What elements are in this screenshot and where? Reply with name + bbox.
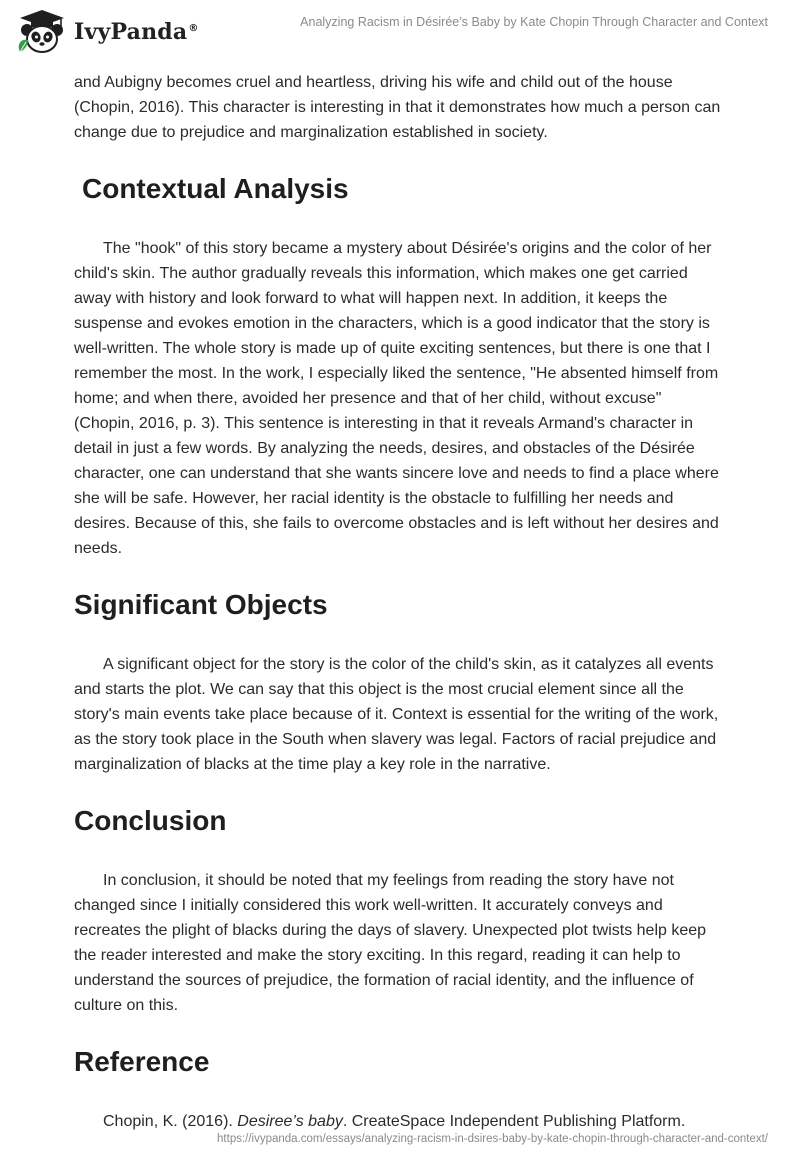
ivypanda-logo[interactable] (14, 8, 199, 56)
heading-significant-objects: Significant Objects (74, 589, 328, 620)
intro-paragraph: and Aubigny becomes cruel and heartless, driving his wife and child out of the house (Chopin, 2016). This character is interesting in that it demonstrates how much a person can change due to prejudice and marginalization established in society. (74, 74, 721, 141)
paragraph-contextual-analysis: The "hook" of this story became a mystery about Désirée's origins and the color of her child's skin. The author gradually reveals this information, which makes one get carried away with history and look forward to what will happen next. In addition, it keeps the suspense and evokes emotion in the characters, which is a good indicator that the story is well-written. The whole story is made up of quite exciting sentences, but there is one that I remember the most. In the work, I especially liked the sentence, "He absented himself from home; and when there, avoided her presence and that of her child, without excuse" (Chopin, 2016, p. 3). This sentence is interesting in that it reveals Armand's character in detail in just a few words. By analyzing the needs, desires, and obstacles of the Désirée character, one can understand that she wants sincere love and needs to find a place where she will be safe. However, her racial identity is the obstacle to fulfilling her needs and desires. Because of this, she fails to overcome obstacles and is left without her desires and needs. (74, 240, 719, 557)
essay-content (74, 70, 726, 1134)
brand-name: IvyPanda® (74, 19, 199, 45)
heading-reference: Reference (74, 1046, 210, 1077)
footer-source-url[interactable]: https://ivypanda.com/essays/analyzing-racism-in-dsires-baby-by-kate-chopin-through-character-and-context/ (217, 1133, 768, 1145)
heading-contextual-analysis: Contextual Analysis (82, 173, 349, 204)
reference-publisher: . CreateSpace Independent Publishing Platform. (342, 1113, 686, 1130)
document-title: Analyzing Racism in Désirée’s Baby by Kate Chopin Through Character and Context (300, 15, 768, 29)
reference-author-year: Chopin, K. (2016). (103, 1113, 238, 1130)
paragraph-conclusion: In conclusion, it should be noted that my feelings from reading the story have not changed since I initially considered this work well-written. It accurately conveys and recreates the plight of blacks during the days of slavery. Unexpected plot twists help keep the reader interested and make the story exciting. In this regard, reading it can help to understand the sources of prejudice, the formation of racial identity, and the influence of culture on this. (74, 872, 707, 1014)
heading-conclusion: Conclusion (74, 805, 227, 836)
panda-graduate-icon (14, 8, 70, 56)
reference-title: Desiree’s baby (237, 1113, 343, 1130)
paragraph-significant-objects: A significant object for the story is the color of the child's skin, as it catalyzes all events and starts the plot. We can say that this object is the most crucial element since all the story's main events take place because of it. Context is essential for the writing of the work, as the story took place in the South when slavery was legal. Factors of racial prejudice and marginalization of blacks at the time play a key role in the narrative. (74, 656, 719, 773)
registered-mark: ® (188, 22, 199, 34)
page-header (0, 0, 800, 60)
reference-entry (74, 1109, 726, 1134)
